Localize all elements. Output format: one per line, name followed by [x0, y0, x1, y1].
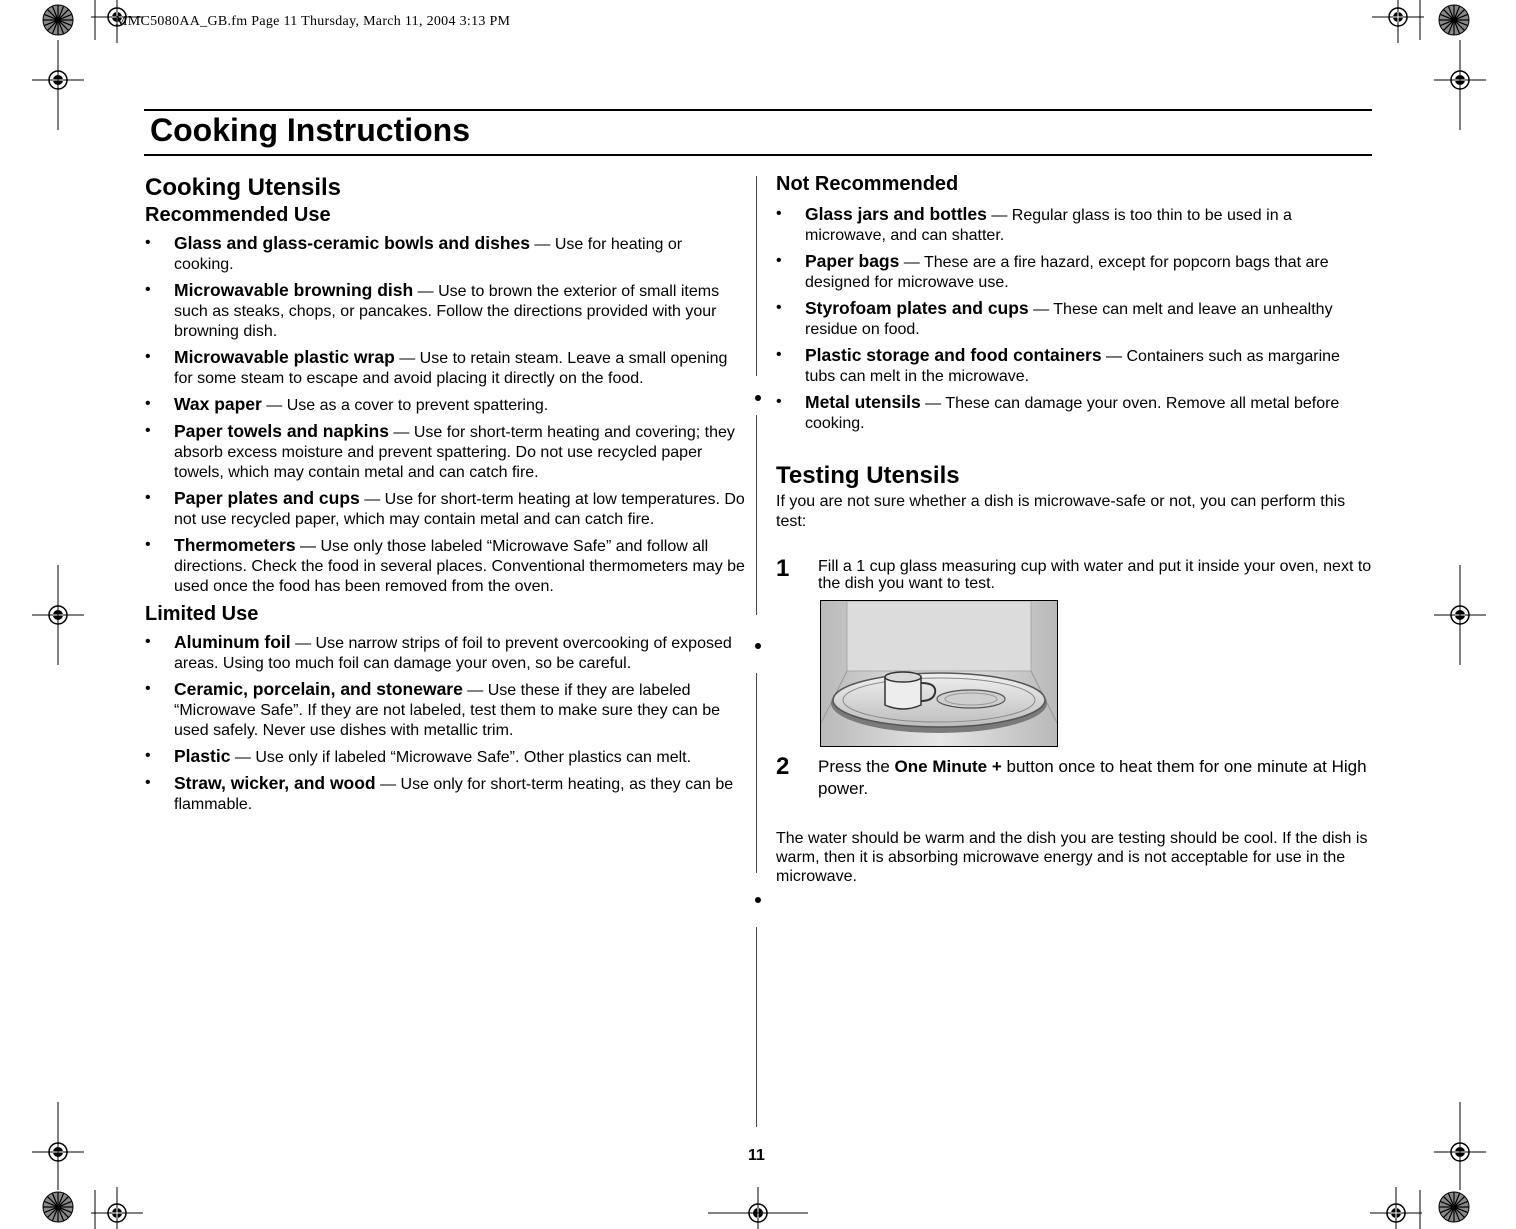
- list-item: • Microwavable plastic wrap — Use to retain steam. Leave a small opening for some steam to escape and avoid placing it directly on the food.: [145, 347, 728, 387]
- list-item: • Metal utensils — These can damage your oven. Remove all metal before cooking.: [776, 392, 1340, 432]
- step-text-pre: Press the: [818, 757, 895, 776]
- item-desc: — These are a fire hazard, except for popcorn bags that are designed for microwave use.: [805, 254, 1329, 291]
- column-dot: [755, 897, 761, 903]
- list-item: • Thermometers — Use only those labeled “Microwave Safe” and follow all directions. Check the food in several places. Conventional thermometers may be used once the food has been removed from the oven.: [145, 535, 745, 595]
- item-term: Straw, wicker, and wood: [174, 773, 376, 793]
- step-2-block: [776, 753, 1372, 800]
- recommended-list: [145, 233, 745, 597]
- step-2: [776, 753, 1372, 800]
- testing-conclusion: The water should be warm and the dish you are testing should be cool. If the dish is warm, then it is absorbing microwave energy and is not acceptable for use in the microwave.: [776, 830, 1368, 885]
- one-minute-button-label: One Minute +: [894, 757, 1002, 776]
- subheading-not-recommended: Not Recommended: [776, 173, 959, 195]
- list-item: • Plastic — Use only if labeled “Microwave Safe”. Other plastics can melt.: [145, 746, 692, 766]
- step-text-post: button once to heat them for one minute at High power.: [818, 757, 1367, 798]
- title-rule-top: [144, 109, 1372, 111]
- item-desc: — These can melt and leave an unhealthy residue on food.: [805, 301, 1333, 338]
- item-term: Paper plates and cups: [174, 488, 360, 508]
- item-desc: — Use for short-term heating and covering; they absorb excess moisture and prevent spattering. Do not use recycled paper towels, which may contain metal and can catch fire.: [174, 424, 735, 481]
- item-desc: — Use to brown the exterior of small items such as steaks, chops, or pancakes. Follow the directions provided with your browning dish.: [174, 283, 720, 340]
- item-desc: — Use only for short-term heating, as they can be flammable.: [174, 776, 734, 813]
- item-desc: — Use only those labeled “Microwave Safe” and follow all directions. Check the food in several places. Conventional thermometers may be used once the food has been removed from the oven.: [174, 538, 745, 595]
- item-desc: — Use as a cover to prevent spattering.: [261, 397, 549, 414]
- item-desc: — These can damage your oven. Remove all metal before cooking.: [805, 395, 1340, 432]
- section-heading-cooking-utensils: Cooking Utensils: [145, 174, 342, 201]
- page-number: 11: [748, 1147, 765, 1164]
- step-text: [818, 756, 1372, 800]
- item-term: Microwavable browning dish: [174, 280, 414, 300]
- list-item: • Plastic storage and food containers — Containers such as margarine tubs can melt in the microwave.: [776, 345, 1340, 385]
- item-desc: — Use these if they are labeled “Microwave Safe”. If they are not labeled, test them to make sure they can be used safely. Never use dishes with metallic trim.: [174, 682, 721, 739]
- step-text: Fill a 1 cup glass measuring cup with water and put it inside your oven, next to the dish you want to test.: [818, 558, 1372, 592]
- item-term: Thermometers: [174, 535, 296, 555]
- item-term: Aluminum foil: [174, 632, 291, 652]
- item-desc: — Regular glass is too thin to be used in a microwave, and can shatter.: [805, 207, 1292, 244]
- item-desc: — Containers such as margarine tubs can melt in the microwave.: [805, 348, 1340, 385]
- subheading-recommended-use: Recommended Use: [145, 204, 331, 226]
- list-item: • Aluminum foil — Use narrow strips of foil to prevent overcooking of exposed areas. Using too much foil can damage your oven, so be careful.: [145, 632, 732, 672]
- item-term: Paper bags: [805, 251, 900, 271]
- item-term: Microwavable plastic wrap: [174, 347, 395, 367]
- item-term: Metal utensils: [805, 392, 921, 412]
- column-divider: [756, 927, 757, 1127]
- left-column: [145, 174, 745, 820]
- column-divider: [756, 415, 757, 615]
- list-item: • Paper plates and cups — Use for short-term heating at low temperatures. Do not use recycled paper, which may contain metal and can catch fire.: [145, 488, 745, 528]
- right-column: [776, 173, 1372, 592]
- item-term: Wax paper: [174, 394, 262, 414]
- section-heading-testing-utensils: Testing Utensils: [776, 462, 960, 489]
- list-item: • Paper bags — These are a fire hazard, except for popcorn bags that are designed for microwave use.: [776, 251, 1329, 291]
- item-term: Paper towels and napkins: [174, 421, 389, 441]
- column-dot: [755, 643, 761, 649]
- page-title: Cooking Instructions: [150, 112, 470, 148]
- list-item: • Styrofoam plates and cups — These can melt and leave an unhealthy residue on food.: [776, 298, 1333, 338]
- list-item: • Glass jars and bottles — Regular glass is too thin to be used in a microwave, and can shatter.: [776, 204, 1292, 244]
- not-recommended-list: [776, 204, 1372, 434]
- column-dot: [755, 395, 761, 401]
- item-desc: — Use to retain steam. Leave a small opening for some steam to escape and avoid placing it directly on the food.: [174, 350, 728, 387]
- item-term: Plastic: [174, 746, 231, 766]
- cup-and-dish-illustration: [821, 601, 1057, 746]
- step-number: 1: [776, 555, 790, 582]
- item-desc: — Use for heating or cooking.: [174, 236, 683, 273]
- list-item: • Wax paper — Use as a cover to prevent spattering.: [145, 394, 549, 414]
- item-term: Styrofoam plates and cups: [805, 298, 1029, 318]
- item-term: Plastic storage and food containers: [805, 345, 1102, 365]
- item-desc: — Use narrow strips of foil to prevent overcooking of exposed areas. Using too much foil can damage your oven, so be careful.: [174, 635, 732, 672]
- item-desc: — Use for short-term heating at low temperatures. Do not use recycled paper, which may contain metal and can catch fire.: [174, 491, 745, 528]
- column-divider: [756, 673, 757, 873]
- list-item: • Ceramic, porcelain, and stoneware — Use these if they are labeled “Microwave Safe”. If they are not labeled, test them to make sure they can be used safely. Never use dishes with metallic trim.: [145, 679, 721, 739]
- column-divider: [756, 176, 757, 376]
- step-number: 2: [776, 753, 790, 780]
- list-item: • Straw, wicker, and wood — Use only for short-term heating, as they can be flammable.: [145, 773, 734, 813]
- limited-list: [145, 632, 745, 815]
- microwave-illustration: [820, 600, 1058, 747]
- item-desc: — Use only if labeled “Microwave Safe”. Other plastics can melt.: [230, 749, 692, 766]
- list-item: • Glass and glass-ceramic bowls and dishes — Use for heating or cooking.: [145, 233, 683, 273]
- testing-intro: If you are not sure whether a dish is microwave-safe or not, you can perform this test:: [776, 493, 1346, 530]
- list-item: • Paper towels and napkins — Use for short-term heating and covering; they absorb excess moisture and prevent spattering. Do not use recycled paper towels, which may contain metal and can catch fire.: [145, 421, 735, 481]
- list-item: • Microwavable browning dish — Use to brown the exterior of small items such as steaks, chops, or pancakes. Follow the directions provided with your browning dish.: [145, 280, 720, 340]
- item-term: Glass and glass-ceramic bowls and dishes: [174, 233, 530, 253]
- item-term: Glass jars and bottles: [805, 204, 987, 224]
- subheading-limited-use: Limited Use: [145, 603, 259, 625]
- title-rule-bottom: [144, 154, 1372, 156]
- file-info-line: MMC5080AA_GB.fm Page 11 Thursday, March 11, 2004 3:13 PM: [115, 14, 511, 29]
- item-term: Ceramic, porcelain, and stoneware: [174, 679, 463, 699]
- step-1: [776, 555, 1372, 592]
